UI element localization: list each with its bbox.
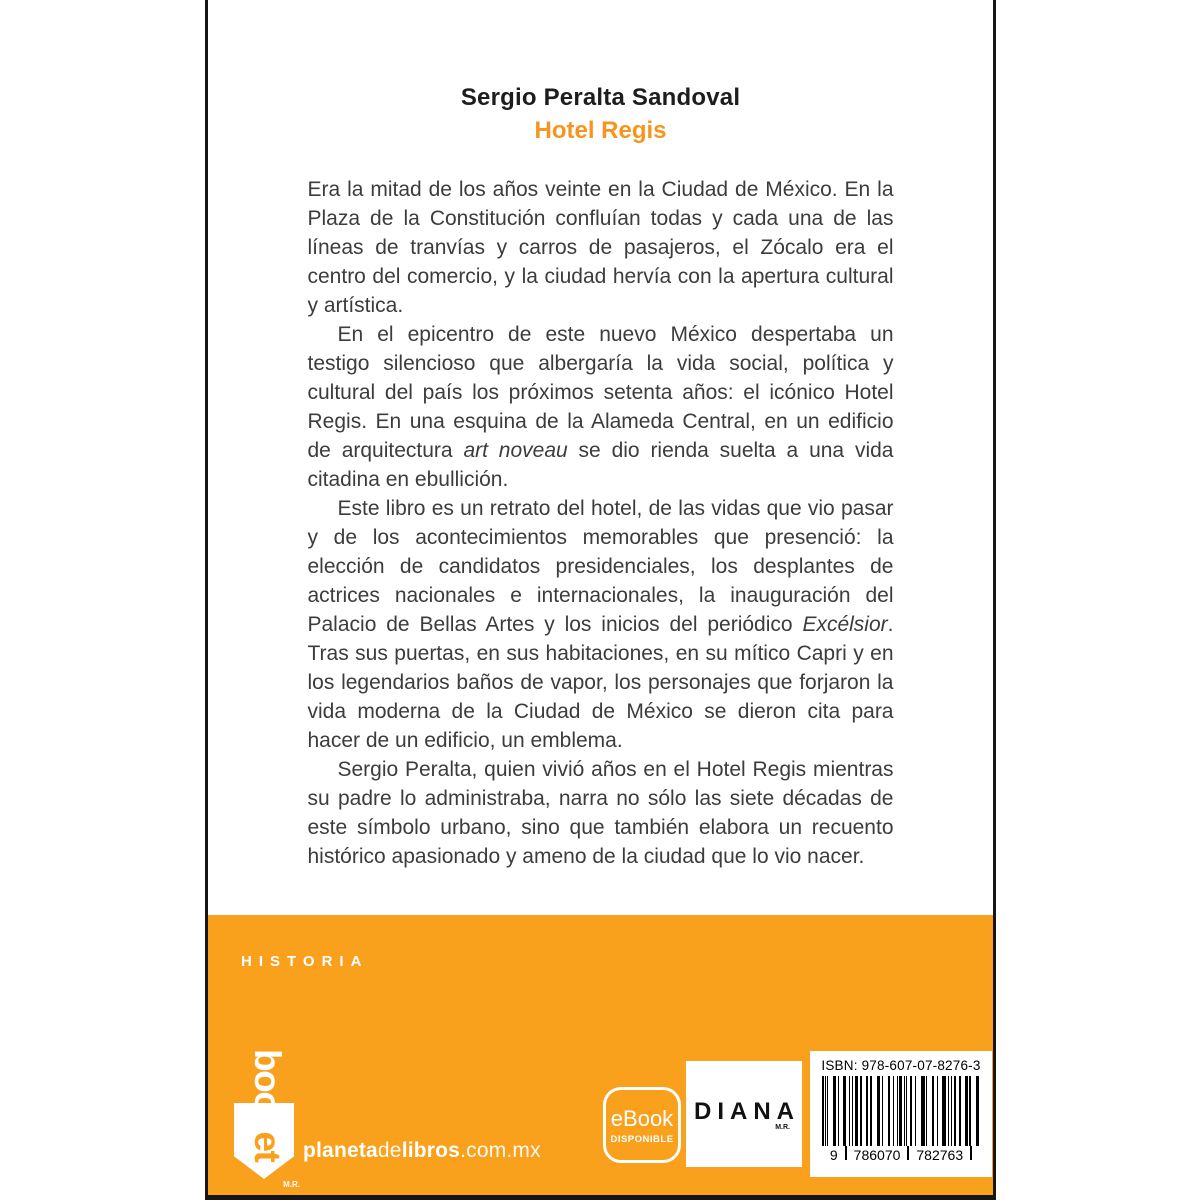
barcode-image <box>822 1076 980 1146</box>
website-part: libros <box>401 1139 461 1162</box>
book-title: Hotel Regis <box>534 117 667 144</box>
website-part: de <box>377 1139 402 1162</box>
booket-trademark: M.R. <box>283 1180 300 1189</box>
category-label: HISTORIA <box>241 953 369 970</box>
barcode-digit-group: 786070 <box>853 1147 901 1163</box>
diana-logo-text: DIANA <box>694 1097 800 1125</box>
barcode-guard-bar <box>970 1146 972 1160</box>
synopsis-section <box>208 0 993 915</box>
barcode-digit-group: 782763 <box>916 1147 964 1163</box>
author-name: Sergio Peralta Sandoval <box>460 84 741 111</box>
ebook-available-badge <box>603 1087 681 1163</box>
ebook-badge-title: eBook <box>610 1105 674 1131</box>
isbn-number: ISBN: 978-607-07-8276-3 <box>821 1058 981 1073</box>
booket-text-white: book <box>247 1049 288 1132</box>
barcode-digit-group: 9 <box>829 1147 838 1163</box>
booket-logo-text <box>249 1049 286 1161</box>
diana-logo <box>686 1061 802 1167</box>
booket-logo <box>224 1049 304 1191</box>
website-part: planeta <box>303 1139 378 1162</box>
booket-text-orange: et <box>247 1131 288 1162</box>
isbn-barcode-block <box>810 1051 992 1177</box>
publisher-footer <box>208 915 993 1195</box>
website-part: .com.mx <box>460 1139 541 1162</box>
barcode-digits <box>810 1146 992 1164</box>
barcode-guard-bar <box>845 1146 847 1160</box>
ebook-badge-subtitle: DISPONIBLE <box>610 1133 674 1145</box>
diana-trademark: M.R. <box>775 1123 790 1131</box>
publisher-website <box>303 1139 541 1163</box>
bottom-black-bar <box>208 1195 993 1200</box>
barcode-guard-bar <box>907 1146 909 1160</box>
book-back-cover <box>205 0 996 1200</box>
synopsis-text: Era la mitad de los años veinte en la Ciudad de México. En la Plaza de la Constitución confluían todas y cada una de las líneas de tranvías y carros de pasajeros, el Zócalo era el centro del comercio, y la ciudad hervía con la apertura cultural y artística. En el epicentro de este nuevo México despertaba un testigo silencioso que albergaría la vida social, política y cultural del país los próximos setenta años: el icónico Hotel Regis. En una esquina de la Alameda Central, en un edificio de arquitectura art noveau se dio rienda suelta a una vida citadina en ebullición. Este libro es un retrato del hotel, de las vidas que vio pasar y de los acontecimientos memorables que presenció: la elección de candidatos presidenciales, los desplantes de actrices nacionales e internacionales, la inauguración del Palacio de Bellas Artes y los inicios del periódico Excélsior. Tras sus puertas, en sus habitaciones, en su mítico Capri y en los legendarios baños de vapor, los personajes que forjaron la vida moderna de la Ciudad de México se dieron cita para hacer de un edificio, un emblema. Sergio Peralta, quien vivió años en el Hotel Regis mientras su padre lo administraba, narra no sólo las siete décadas de este símbolo urbano, sino que también elabora un recuento histórico apasionado y ameno de la ciudad que lo vio nacer. <box>307 178 894 868</box>
